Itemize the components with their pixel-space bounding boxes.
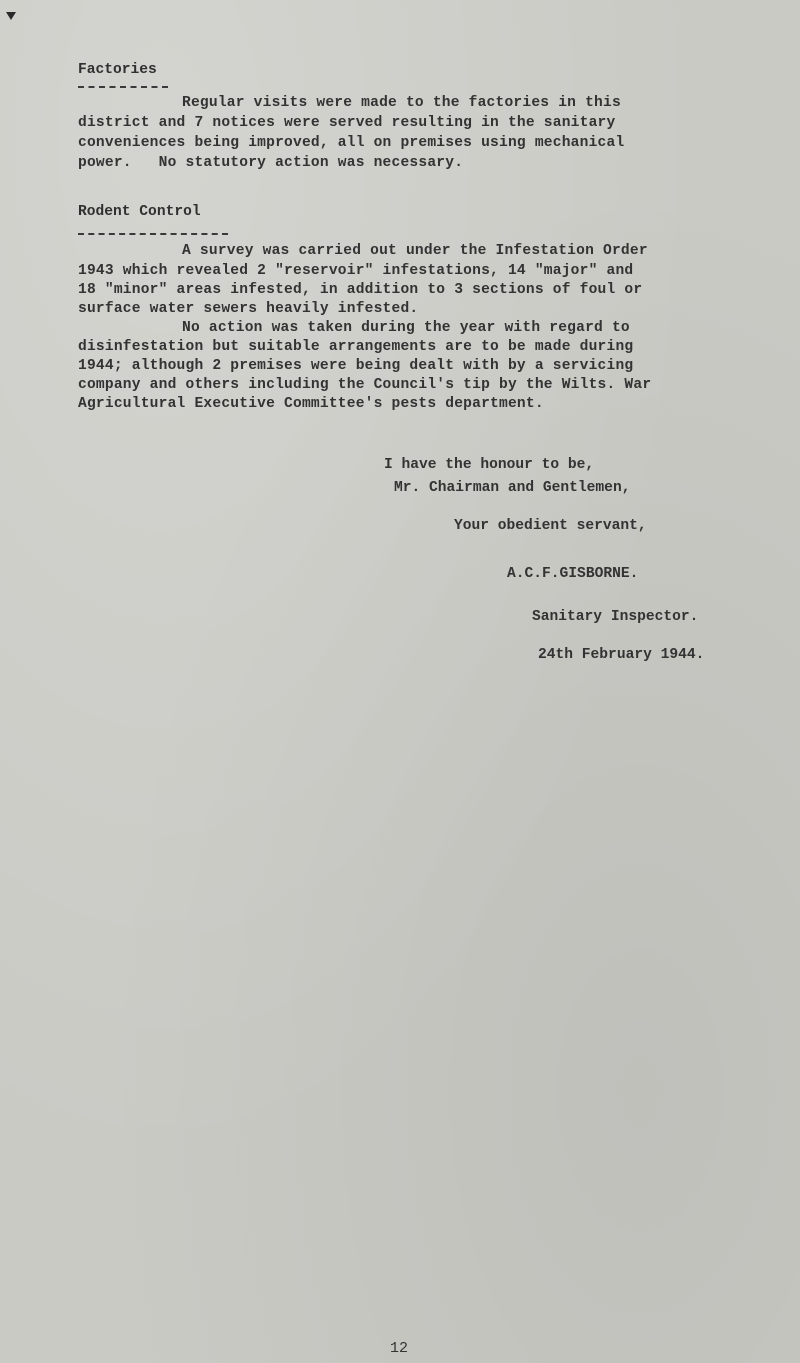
closing-line-1: I have the honour to be,: [384, 457, 595, 473]
signature-date: 24th February 1944.: [538, 647, 705, 663]
rodent-line-9: Agricultural Executive Committee's pests department.: [78, 396, 544, 412]
factories-line-1: Regular visits were made to the factories in this: [182, 95, 621, 111]
rodent-line-5: No action was taken during the year with regard to: [182, 320, 630, 336]
closing-line-3: Your obedient servant,: [454, 518, 647, 534]
factories-heading: Factories: [78, 62, 157, 78]
page-number: 12: [390, 1340, 409, 1357]
factories-line-2: district and 7 notices were served resulting in the sanitary: [78, 115, 616, 131]
factories-line-4: power. No statutory action was necessary.: [78, 155, 464, 171]
rodent-control-heading: Rodent Control: [78, 204, 201, 220]
signature-title: Sanitary Inspector.: [532, 609, 699, 625]
rodent-line-3: 18 "minor" areas infested, in addition to 3 sections of foul or: [78, 282, 643, 298]
rodent-control-heading-underline: [78, 233, 228, 235]
rodent-line-4: surface water sewers heavily infested.: [78, 301, 419, 317]
factories-line-3: conveniences being improved, all on premises using mechanical: [78, 135, 625, 151]
rodent-line-6: disinfestation but suitable arrangements are to be made during: [78, 339, 634, 355]
rodent-line-8: company and others including the Council's tip by the Wilts. War: [78, 377, 652, 393]
corner-mark-icon: [6, 12, 16, 20]
signature-name: A.C.F.GISBORNE.: [507, 566, 639, 582]
rodent-line-7: 1944; although 2 premises were being dealt with by a servicing: [78, 358, 634, 374]
rodent-line-2: 1943 which revealed 2 "reservoir" infestations, 14 "major" and: [78, 263, 634, 279]
factories-heading-underline: [78, 86, 168, 88]
rodent-line-1: A survey was carried out under the Infestation Order: [182, 243, 648, 259]
closing-line-2: Mr. Chairman and Gentlemen,: [394, 480, 631, 496]
